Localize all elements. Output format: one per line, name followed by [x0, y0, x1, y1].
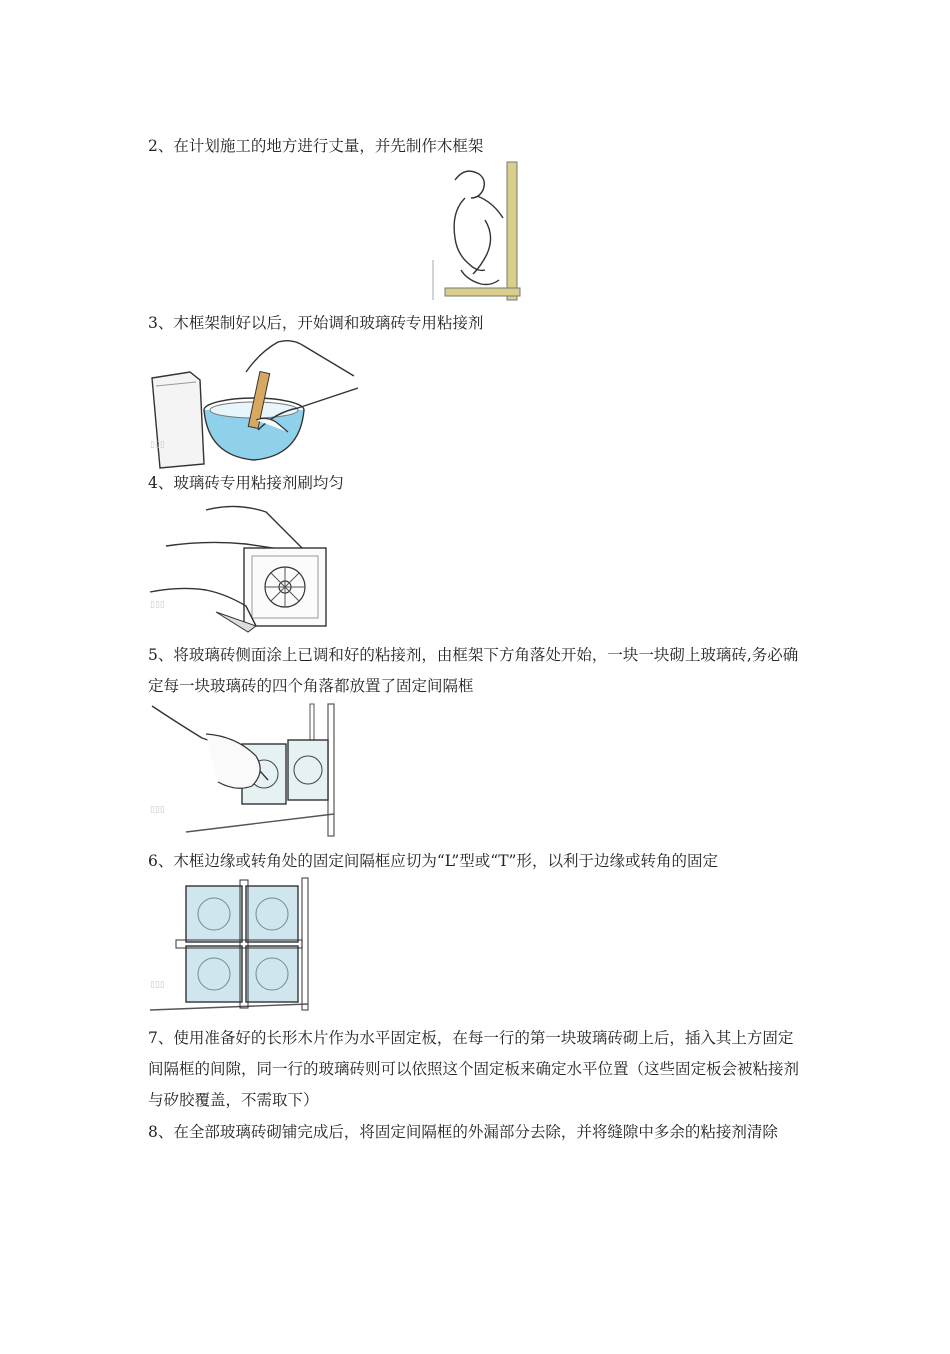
- step-8-text: 8、在全部玻璃砖砌铺完成后，将固定间隔框的外漏部分去除，并将缝隙中多余的粘接剂清除: [148, 1123, 778, 1141]
- watermark-stamp: ▯▯▯: [150, 440, 165, 450]
- illustration-brushing-adhesive: [146, 500, 336, 635]
- watermark-stamp: ▯▯▯: [150, 600, 165, 610]
- step-2-text: 2、在计划施工的地方进行丈量，并先制作木框架: [148, 137, 484, 155]
- illustration-spacer-frames: [146, 876, 318, 1016]
- step-7-text: 7、使用准备好的长形木片作为水平固定板，在每一行的第一块玻璃砖砌上后，插入其上方固定间隔框的间隙，同一行的玻璃砖则可以依照这个固定板来确定水平位置（这些固定板会被粘接剂与矽胶覆盖，不需取下）: [148, 1029, 800, 1109]
- step-6-text: 6、木框边缘或转角处的固定间隔框应切为“L”型或“T”形，以利于边缘或转角的固定: [148, 852, 718, 870]
- illustration-mixing-adhesive: [146, 336, 358, 471]
- step-3-text: 3、木框架制好以后，开始调和玻璃砖专用粘接剂: [148, 314, 484, 332]
- illustration-measuring-frame: [425, 160, 525, 305]
- step-5-text: 5、将玻璃砖侧面涂上已调和好的粘接剂，由框架下方角落处开始，一块一块砌上玻璃砖,务必确定每一块玻璃砖的四个角落都放置了固定间隔框: [148, 646, 799, 695]
- watermark-stamp: ▯▯▯: [150, 805, 165, 815]
- watermark-stamp: ▯▯▯: [150, 980, 165, 990]
- illustration-laying-bricks: [146, 700, 340, 840]
- step-4-text: 4、玻璃砖专用粘接剂刷均匀: [148, 474, 344, 492]
